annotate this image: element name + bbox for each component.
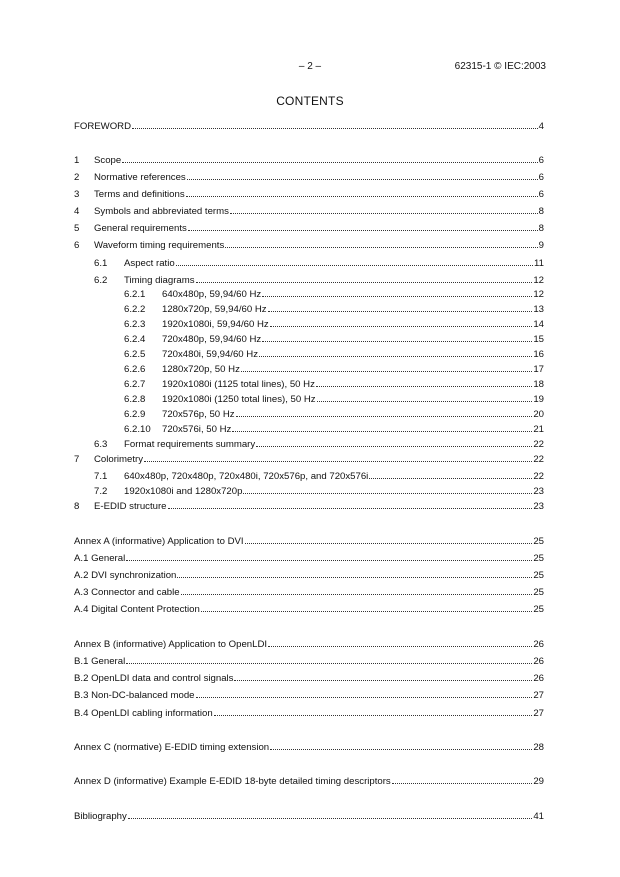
toc-entry-label: Waveform timing requirements [94, 240, 225, 251]
toc-entry-page: 22 [533, 454, 544, 465]
toc-entry[interactable] [74, 637, 544, 651]
toc-entry-label: Terms and definitions [94, 189, 185, 200]
dot-leader [232, 422, 532, 432]
toc-entry[interactable] [94, 469, 544, 483]
toc-entry-number: 7.2 [94, 486, 108, 497]
toc-entry[interactable] [74, 585, 544, 599]
toc-entry-number: 6.2.7 [124, 379, 146, 390]
toc-entry[interactable] [74, 119, 544, 133]
toc-entry-label: B.1 General [74, 656, 126, 667]
toc-entry[interactable] [74, 187, 544, 201]
toc-entry[interactable] [94, 484, 544, 498]
toc-entry-page: 29 [533, 776, 544, 787]
toc-entry-page: 17 [533, 364, 544, 375]
toc-entry-label: A.1 General [74, 553, 126, 564]
dot-leader [144, 452, 532, 462]
toc-entry-page: 9 [538, 240, 544, 251]
toc-entry[interactable] [94, 273, 544, 287]
toc-entry[interactable] [124, 362, 544, 376]
toc-entry-label: A.4 Digital Content Protection [74, 604, 200, 615]
toc-entry-page: 23 [533, 501, 544, 512]
dot-leader [188, 221, 538, 231]
toc-entry[interactable] [94, 437, 544, 451]
toc-entry[interactable] [124, 332, 544, 346]
toc-entry[interactable] [74, 809, 544, 823]
toc-entry-page: 22 [533, 439, 544, 450]
toc-entry-label: Timing diagrams [124, 275, 195, 286]
dot-leader [214, 706, 533, 716]
toc-entry-page: 12 [533, 275, 544, 286]
dot-leader [177, 568, 532, 578]
dot-leader [201, 602, 532, 612]
toc-entry-page: 18 [533, 379, 544, 390]
toc-entry[interactable] [74, 170, 544, 184]
toc-entry-page: 26 [533, 639, 544, 650]
toc-entry-label: 640x480p, 720x480p, 720x480i, 720x576p, and 720x576i [124, 471, 369, 482]
toc-entry[interactable] [74, 706, 544, 720]
page-title: CONTENTS [276, 94, 344, 108]
toc-entry-label: 1920x1080i and 1280x720p [124, 486, 243, 497]
toc-entry[interactable] [74, 774, 544, 788]
page-number: – 2 – [298, 61, 322, 72]
toc-entry-page: 6 [538, 155, 544, 166]
toc-entry-label: Symbols and abbreviated terms [94, 206, 229, 217]
dot-leader [176, 256, 533, 266]
dot-leader [186, 187, 538, 197]
toc-entry-page: 6 [538, 172, 544, 183]
dot-leader [196, 688, 533, 698]
toc-entry-label: 720x480i, 59,94/60 Hz [162, 349, 259, 360]
dot-leader [234, 671, 532, 681]
toc-entry-label: Annex D (informative) Example E-EDID 18-byte detailed timing descriptors [74, 776, 391, 787]
toc-entry-page: 27 [533, 708, 544, 719]
toc-entry-number: 6.2.3 [124, 319, 146, 330]
toc-entry-number: 6.1 [94, 258, 108, 269]
toc-entry-number: 1 [74, 155, 80, 166]
toc-entry-page: 26 [533, 673, 544, 684]
toc-entry[interactable] [74, 551, 544, 565]
dot-leader [126, 654, 532, 664]
toc-entry-label: 1920x1080i (1125 total lines), 50 Hz [162, 379, 315, 390]
toc-entry[interactable] [74, 654, 544, 668]
toc-entry[interactable] [74, 153, 544, 167]
toc-entry-number: 6 [74, 240, 80, 251]
toc-entry-label: 1280x720p, 59,94/60 Hz [162, 304, 267, 315]
toc-entry-number: 6.2.9 [124, 409, 146, 420]
toc-entry-page: 16 [533, 349, 544, 360]
toc-entry-label: A.2 DVI synchronization [74, 570, 177, 581]
dot-leader [243, 484, 532, 494]
document-reference: 62315-1 © IEC:2003 [454, 61, 546, 72]
dot-leader [369, 469, 532, 479]
toc-entry[interactable] [124, 317, 544, 331]
toc-entry[interactable] [124, 287, 544, 301]
toc-entry-number: 6.2.10 [124, 424, 151, 435]
dot-leader [270, 740, 532, 750]
dot-leader [225, 238, 537, 248]
toc-entry-page: 41 [533, 811, 544, 822]
toc-entry-page: 26 [533, 656, 544, 667]
toc-entry-label: FOREWORD [74, 121, 132, 132]
dot-leader [241, 362, 532, 372]
dot-leader [168, 499, 533, 509]
toc-entry-label: General requirements [94, 223, 187, 234]
toc-entry-label: Normative references [94, 172, 186, 183]
dot-leader [259, 347, 532, 357]
toc-entry-page: 25 [533, 604, 544, 615]
toc-entry-page: 14 [533, 319, 544, 330]
toc-entry-page: 25 [533, 570, 544, 581]
toc-entry-number: 3 [74, 189, 80, 200]
toc-entry-label: B.3 Non-DC-balanced mode [74, 690, 195, 701]
dot-leader [256, 437, 532, 447]
dot-leader [236, 407, 533, 417]
dot-leader [128, 809, 533, 819]
dot-leader [132, 119, 538, 129]
toc-entry-label: B.2 OpenLDI data and control signals [74, 673, 234, 684]
toc-entry-page: 20 [533, 409, 544, 420]
dot-leader [245, 534, 533, 544]
toc-entry[interactable] [124, 347, 544, 361]
toc-entry-number: 7.1 [94, 471, 108, 482]
dot-leader [181, 585, 533, 595]
dot-leader [316, 377, 532, 387]
dot-leader [262, 332, 532, 342]
toc-entry-page: 8 [538, 223, 544, 234]
toc-entry-label: 720x480p, 59,94/60 Hz [162, 334, 262, 345]
dot-leader [268, 302, 533, 312]
toc-entry-page: 22 [533, 471, 544, 482]
toc-entry-number: 5 [74, 223, 80, 234]
toc-entry[interactable] [74, 499, 544, 513]
toc-entry-page: 11 [534, 258, 544, 269]
toc-entry-page: 25 [533, 587, 544, 598]
toc-entry-label: 1920x1080i (1250 total lines), 50 Hz [162, 394, 316, 405]
toc-entry[interactable] [74, 602, 544, 616]
toc-entry[interactable] [74, 568, 544, 582]
toc-entry-page: 15 [533, 334, 544, 345]
toc-entry-number: 7 [74, 454, 80, 465]
toc-entry-number: 6.2.5 [124, 349, 146, 360]
dot-leader [317, 392, 533, 402]
toc-entry-number: 6.2 [94, 275, 108, 286]
toc-entry-label: Colorimetry [94, 454, 144, 465]
toc-entry-page: 23 [533, 486, 544, 497]
toc-entry-number: 6.3 [94, 439, 108, 450]
toc-entry-label: Annex B (informative) Application to OpenLDI [74, 639, 268, 650]
toc-entry-page: 21 [533, 424, 544, 435]
toc-entry-page: 28 [533, 742, 544, 753]
toc-entry-label: Annex A (informative) Application to DVI [74, 536, 244, 547]
toc-entry[interactable] [124, 392, 544, 406]
toc-entry[interactable] [124, 422, 544, 436]
toc-entry[interactable] [74, 204, 544, 218]
toc-entry-label: Format requirements summary [124, 439, 256, 450]
toc-entry-page: 25 [533, 536, 544, 547]
toc-entry-number: 6.2.4 [124, 334, 146, 345]
toc-entry-number: 2 [74, 172, 80, 183]
toc-entry-number: 6.2.1 [124, 289, 146, 300]
toc-entry-label: Bibliography [74, 811, 127, 822]
toc-entry[interactable] [74, 740, 544, 754]
toc-entry[interactable] [94, 256, 544, 270]
toc-entry-page: 8 [538, 206, 544, 217]
toc-entry-label: Scope [94, 155, 122, 166]
toc-entry-page: 6 [538, 189, 544, 200]
dot-leader [122, 153, 537, 163]
dot-leader [187, 170, 538, 180]
toc-entry-number: 6.2.2 [124, 304, 146, 315]
toc-entry-label: E-EDID structure [94, 501, 167, 512]
toc-entry-number: 6.2.8 [124, 394, 146, 405]
toc-entry-label: 1280x720p, 50 Hz [162, 364, 240, 375]
dot-leader [196, 273, 533, 283]
toc-entry-number: 6.2.6 [124, 364, 146, 375]
toc-entry-page: 27 [533, 690, 544, 701]
dot-leader [392, 774, 533, 784]
toc-entry-label: A.3 Connector and cable [74, 587, 180, 598]
toc-entry-label: Aspect ratio [124, 258, 175, 269]
toc-entry[interactable] [124, 407, 544, 421]
toc-entry-page: 19 [533, 394, 544, 405]
toc-entry-page: 13 [533, 304, 544, 315]
dot-leader [270, 317, 533, 327]
toc-entry-page: 25 [533, 553, 544, 564]
toc-entry[interactable] [74, 452, 544, 466]
toc-entry-number: 4 [74, 206, 80, 217]
toc-entry-label: B.4 OpenLDI cabling information [74, 708, 213, 719]
toc-entry-page: 12 [533, 289, 544, 300]
dot-leader [268, 637, 532, 647]
toc-entry-label: 640x480p, 59,94/60 Hz [162, 289, 262, 300]
dot-leader [262, 287, 532, 297]
toc-entry-label: 1920x1080i, 59,94/60 Hz [162, 319, 269, 330]
dot-leader [126, 551, 532, 561]
toc-entry[interactable] [124, 377, 544, 391]
toc-entry-label: 720x576i, 50 Hz [162, 424, 232, 435]
dot-leader [230, 204, 538, 214]
toc-entry[interactable] [124, 302, 544, 316]
toc-entry[interactable] [74, 238, 544, 252]
toc-entry[interactable] [74, 688, 544, 702]
toc-entry-label: 720x576p, 50 Hz [162, 409, 235, 420]
toc-entry-page: 4 [538, 121, 544, 132]
toc-entry[interactable] [74, 534, 544, 548]
toc-entry[interactable] [74, 671, 544, 685]
toc-entry-label: Annex C (normative) E-EDID timing extension [74, 742, 270, 753]
toc-entry-number: 8 [74, 501, 80, 512]
toc-entry[interactable] [74, 221, 544, 235]
